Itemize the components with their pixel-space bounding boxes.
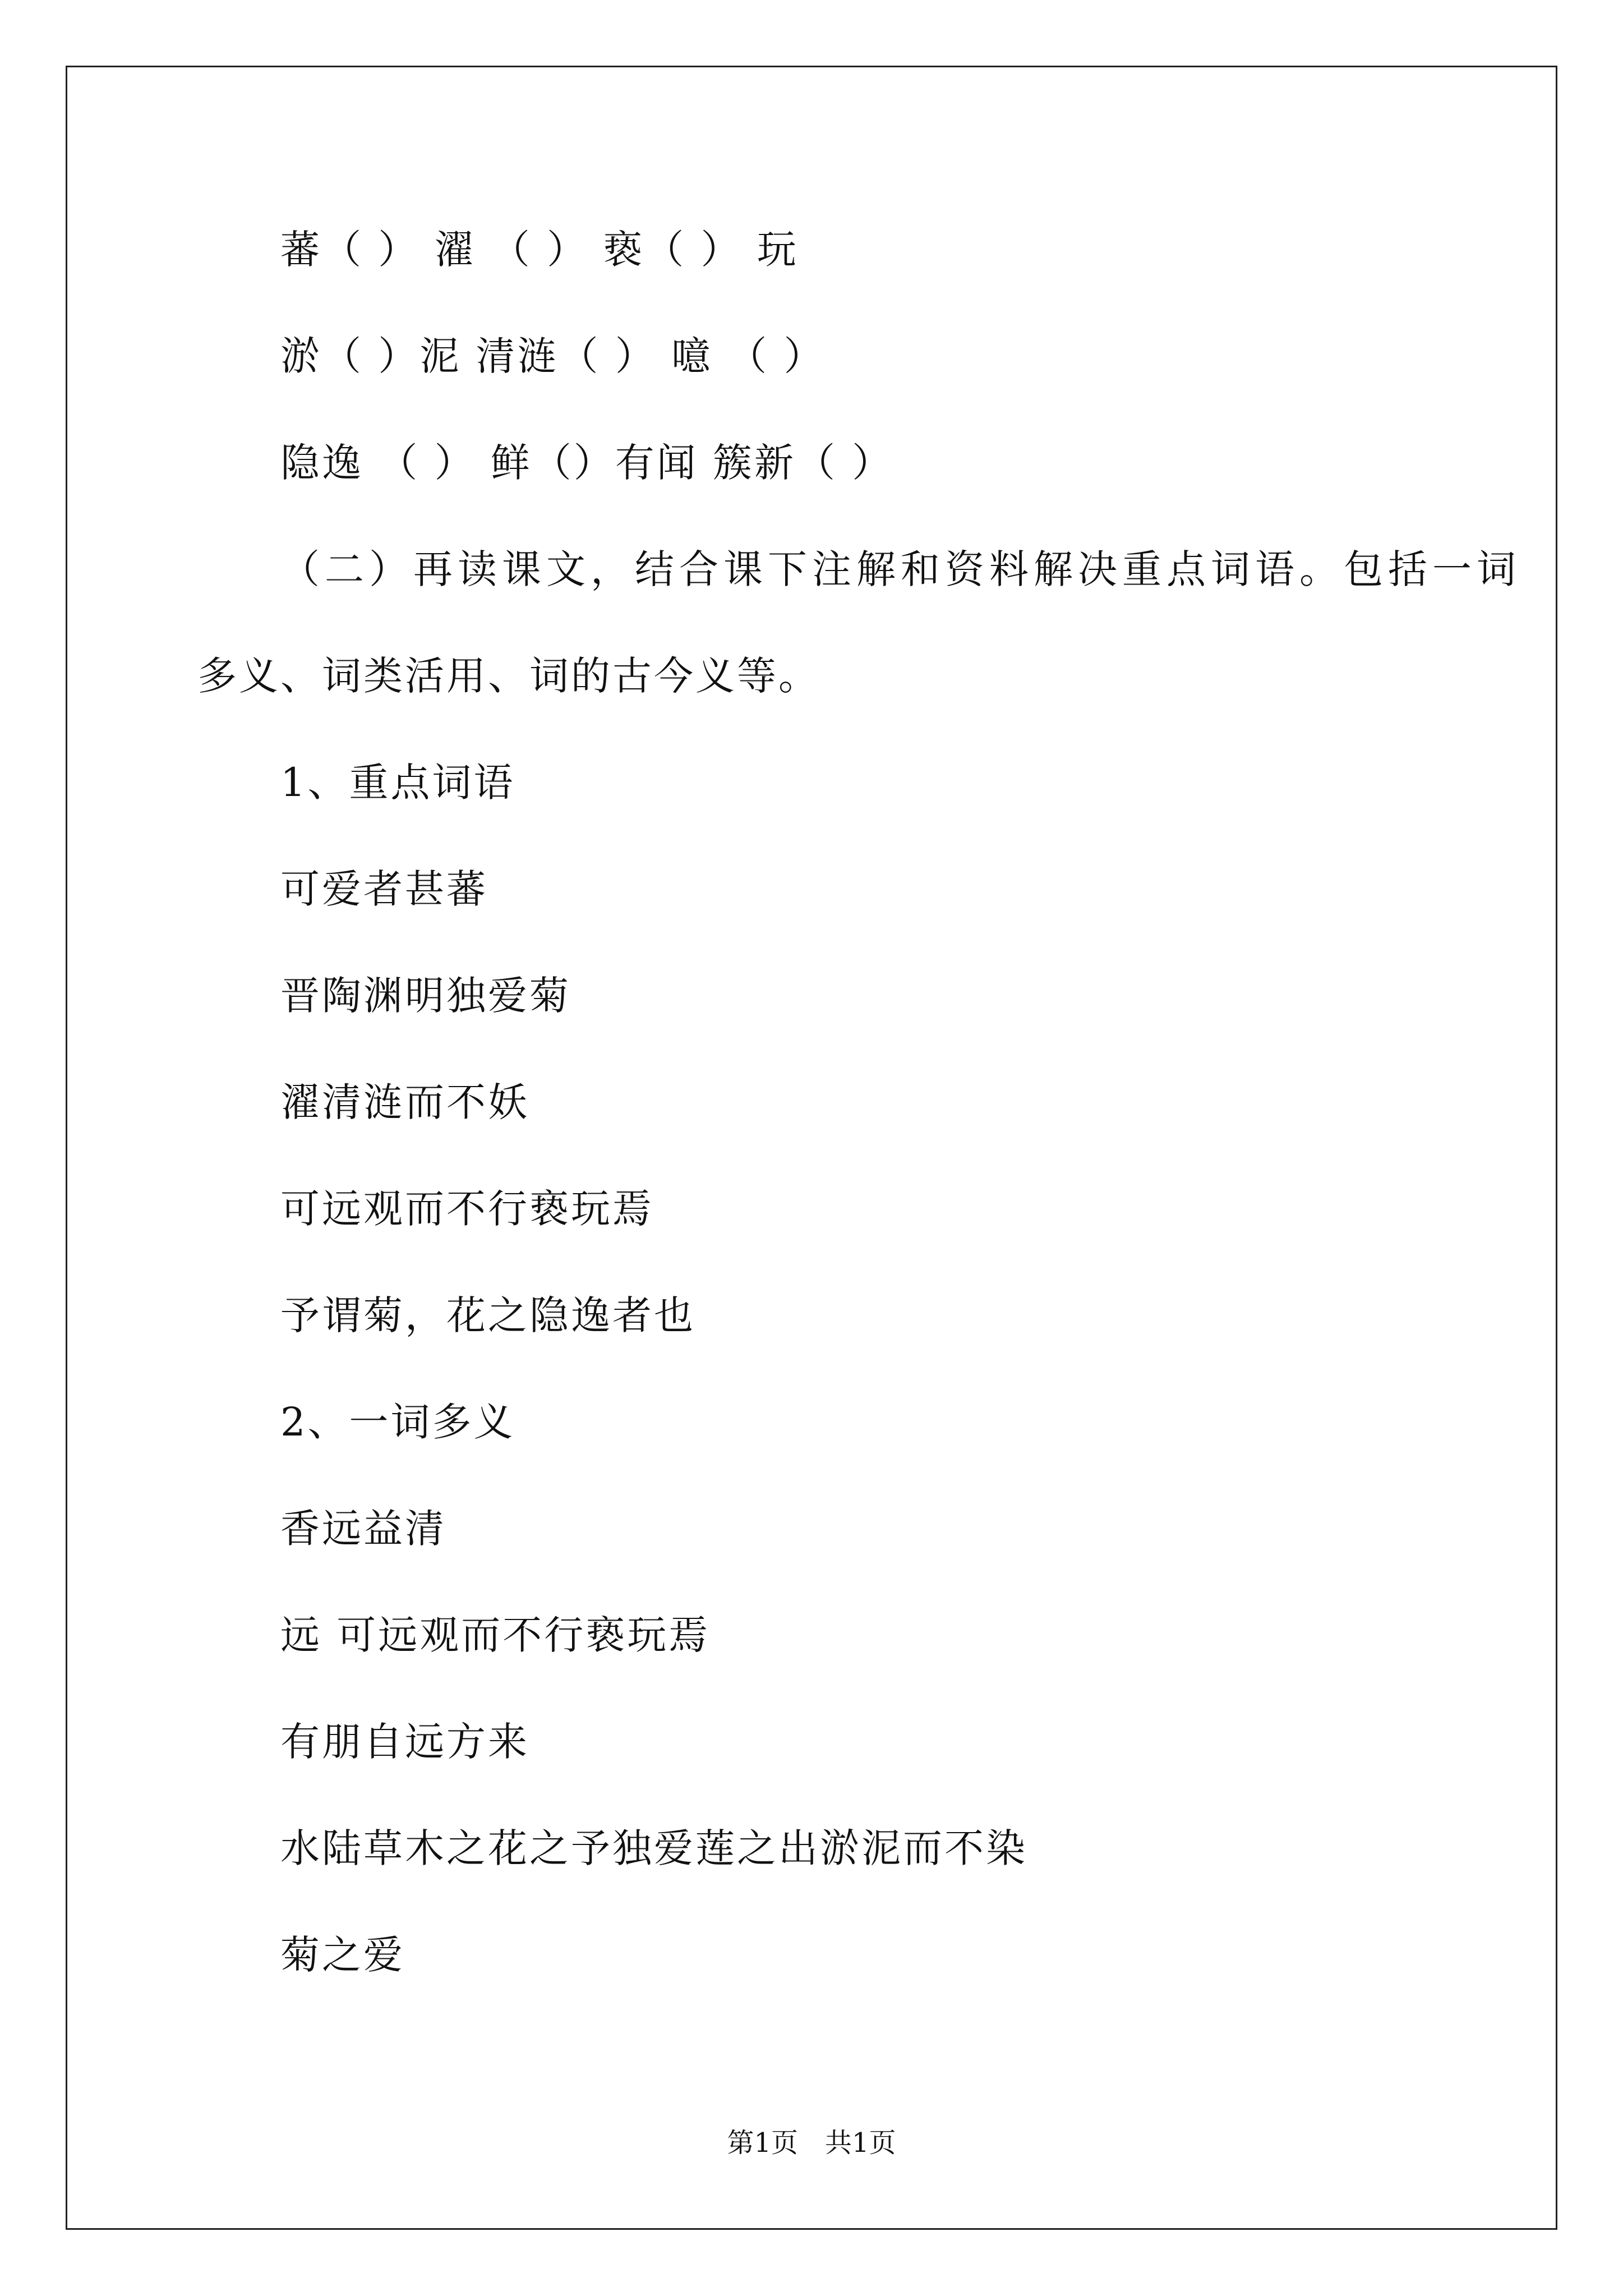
example-sentence: 水陆草木之花之予独爱莲之出淤泥而不染 xyxy=(280,1825,1027,1871)
example-sentence: 远 可远观而不行亵玩焉 xyxy=(280,1612,711,1658)
example-sentence: 予谓菊，花之隐逸者也 xyxy=(280,1292,695,1338)
example-sentence: 可爱者甚蕃 xyxy=(280,866,488,912)
pinyin-exercise-line-2: 淤（ ）泥 清涟（ ） 噫 （ ） xyxy=(280,333,826,379)
instruction-paragraph-line-1: （二）再读课文，结合课下注解和资料解决重点词语。包括一词 xyxy=(280,546,1521,592)
section-heading-key-words: 1、重点词语 xyxy=(280,760,515,806)
page-border xyxy=(66,66,1557,2230)
example-sentence: 有朋自远方来 xyxy=(280,1719,529,1765)
example-sentence: 濯清涟而不妖 xyxy=(280,1079,529,1125)
pinyin-exercise-line-3: 隐逸 （ ） 鲜（）有闻 簇新（ ） xyxy=(280,440,894,486)
example-sentence: 菊之爱 xyxy=(280,1932,405,1978)
example-sentence: 香远益清 xyxy=(280,1506,446,1552)
example-sentence: 可远观而不行亵玩焉 xyxy=(280,1186,654,1232)
pinyin-exercise-line-1: 蕃（ ） 濯 （ ） 亵（ ） 玩 xyxy=(280,227,799,273)
example-sentence: 晋陶渊明独爱菊 xyxy=(280,973,571,1019)
page-footer: 第1页 共1页 xyxy=(727,2127,896,2159)
instruction-paragraph-line-2: 多义、词类活用、词的古今义等。 xyxy=(197,653,820,699)
section-heading-polysemy: 2、一词多义 xyxy=(280,1399,515,1445)
